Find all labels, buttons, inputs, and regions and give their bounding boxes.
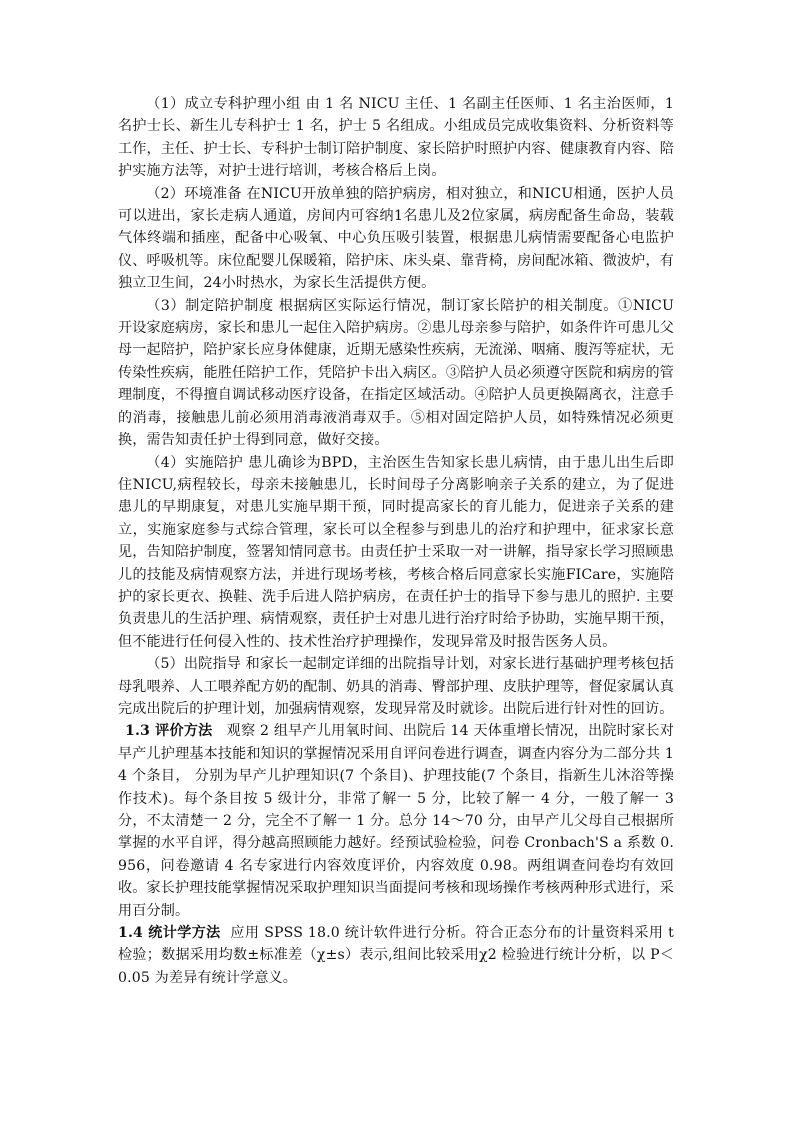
paragraph-statistics-method xyxy=(118,922,674,989)
document-body xyxy=(118,93,674,989)
paragraph-specialist-team xyxy=(118,93,674,183)
paragraph-text: 观察 2 组早产儿用氧时间、出院后 14 天体重增长情况，出院时家长对早产儿护理基本技能和知识的掌握情况采用自评问卷进行调查，调查内容分为二部分共 14 个条目， 分别为早产儿护理知识(7 个条目)、护理技能(7 个条目，指新生儿沐浴等操作技术)。每个条目按 5 级计分，非常了解一 5 分，比较了解一 4 分，一般了解一 3 分，不太清楚一 2 分，完全不了解一 1 分。总分 14～70 分，由早产儿父母自己根据所掌握的水平自评，得分越高照顾能力越好。经预试验检验，问卷 Cronbach'S a 系数 0.956，问卷邀请 4 名专家进行内容效度评价，内容效度 0.98。两组调查问卷均有效回收。家长护理技能掌握情况采取护理知识当面提问考核和现场操作考核两种形式进行，采用百分制。 xyxy=(118,723,674,919)
paragraph-text: （2）环境准备 在NICU开放单独的陪护病房，相对独立，和NICU相通，医护人员可以进出，家长走病人通道，房间内可容纳1名患儿及2位家属，病房配备生命岛，装载气体终端和插座，配备中心吸氧、中心负压吸引装置，根据患儿病情需要配备心电监护仪、呼吸机等。床位配婴儿保暖箱，陪护床、床头桌、靠背椅，房间配冰箱、微波炉，有独立卫生间，24小时热水，为家长生活提供方便。 xyxy=(118,185,674,292)
paragraph-environment xyxy=(118,183,674,295)
paragraph-text: （3）制定陪护制度 根据病区实际运行情况，制订家长陪护的相关制度。①NICU 开设家庭病房，家长和患儿一起住入陪护病房。②患儿母亲参与陪护，如条件许可患儿父母一起陪护，陪护家长应身体健康，近期无感染性疾病，无流涕、咽痛、腹泻等症状，无传染性疾病，能胜任陪护工作，凭陪护卡出入病区。③陪护人员必须遵守医院和病房的管理制度，不得擅自调试移动医疗设备，在指定区域活动。④陪护人员更换隔离衣，注意手的消毒，接触患儿前必须用消毒液消毒双手。⑤相对固定陪护人员，如特殊情况必须更换，需告知责任护士得到同意，做好交接。 xyxy=(118,297,674,449)
paragraph-evaluation-method xyxy=(118,720,674,922)
paragraph-discharge-guidance xyxy=(118,653,674,720)
paragraph-text: （1）成立专科护理小组 由 1 名 NICU 主任、1 名副主任医师、1 名主治医师，1 名护士长、新生儿专科护士 1 名，护士 5 名组成。小组成员完成收集资料、分析资料等工作，主任、护士长、专科护士制订陪护制度、家长陪护时照护内容、健康教育内容、陪护实施方法等，对护士进行培训，考核合格后上岗。 xyxy=(118,96,674,180)
paragraph-text: （5）出院指导 和家长一起制定详细的出院指导计划，对家长进行基础护理考核包括母乳喂养、人工喂养配方奶的配制、奶具的消毒、臀部护理、皮肤护理等，督促家属认真完成出院后的护理计划，加强病情观察，发现异常及时就诊。出院后进行针对性的回访。 xyxy=(118,656,674,717)
paragraph-text: 应用 SPSS 18.0 统计软件进行分析。符合正态分布的计量资料采用 t 检验；数据采用均数±标准差（χ±s）表示,组间比较采用χ2 检验进行统计分析，以 P＜0.05 为差异有统计学意义。 xyxy=(118,925,674,986)
paragraph-accompany-rules xyxy=(118,295,674,452)
paragraph-text: （4）实施陪护 患儿确诊为BPD，主治医生告知家长患儿病情，由于患儿出生后即住NICU,病程较长，母亲未接触患儿，长时间母子分离影响亲子关系的建立，为了促进患儿的早期康复，对患儿实施早期干预，同时提高家长的育儿能力，促进亲子关系的建立，实施家庭参与式综合管理，家长可以全程参与到患儿的治疗和护理中，征求家长意见，告知陪护制度，签署知情同意书。由责任护士采取一对一讲解，指导家长学习照顾患儿的技能及病情观察方法，并进行现场考核，考核合格后同意家长实施FICare，实施陪护的家长更衣、换鞋、洗手后进人陪护病房，在责任护士的指导下参与患儿的照护. 主要负责患儿的生活护理、病情观察，责任护士对患儿进行治疗时给予协助，实施早期干预，但不能进行任何侵入性的、技术性治疗护理操作，发现异常及时报告医务人员。 xyxy=(118,454,674,650)
section-heading: 1.4 统计学方法 xyxy=(118,925,221,942)
section-heading: 1.3 评价方法 xyxy=(125,723,213,740)
paragraph-implementation xyxy=(118,452,674,654)
